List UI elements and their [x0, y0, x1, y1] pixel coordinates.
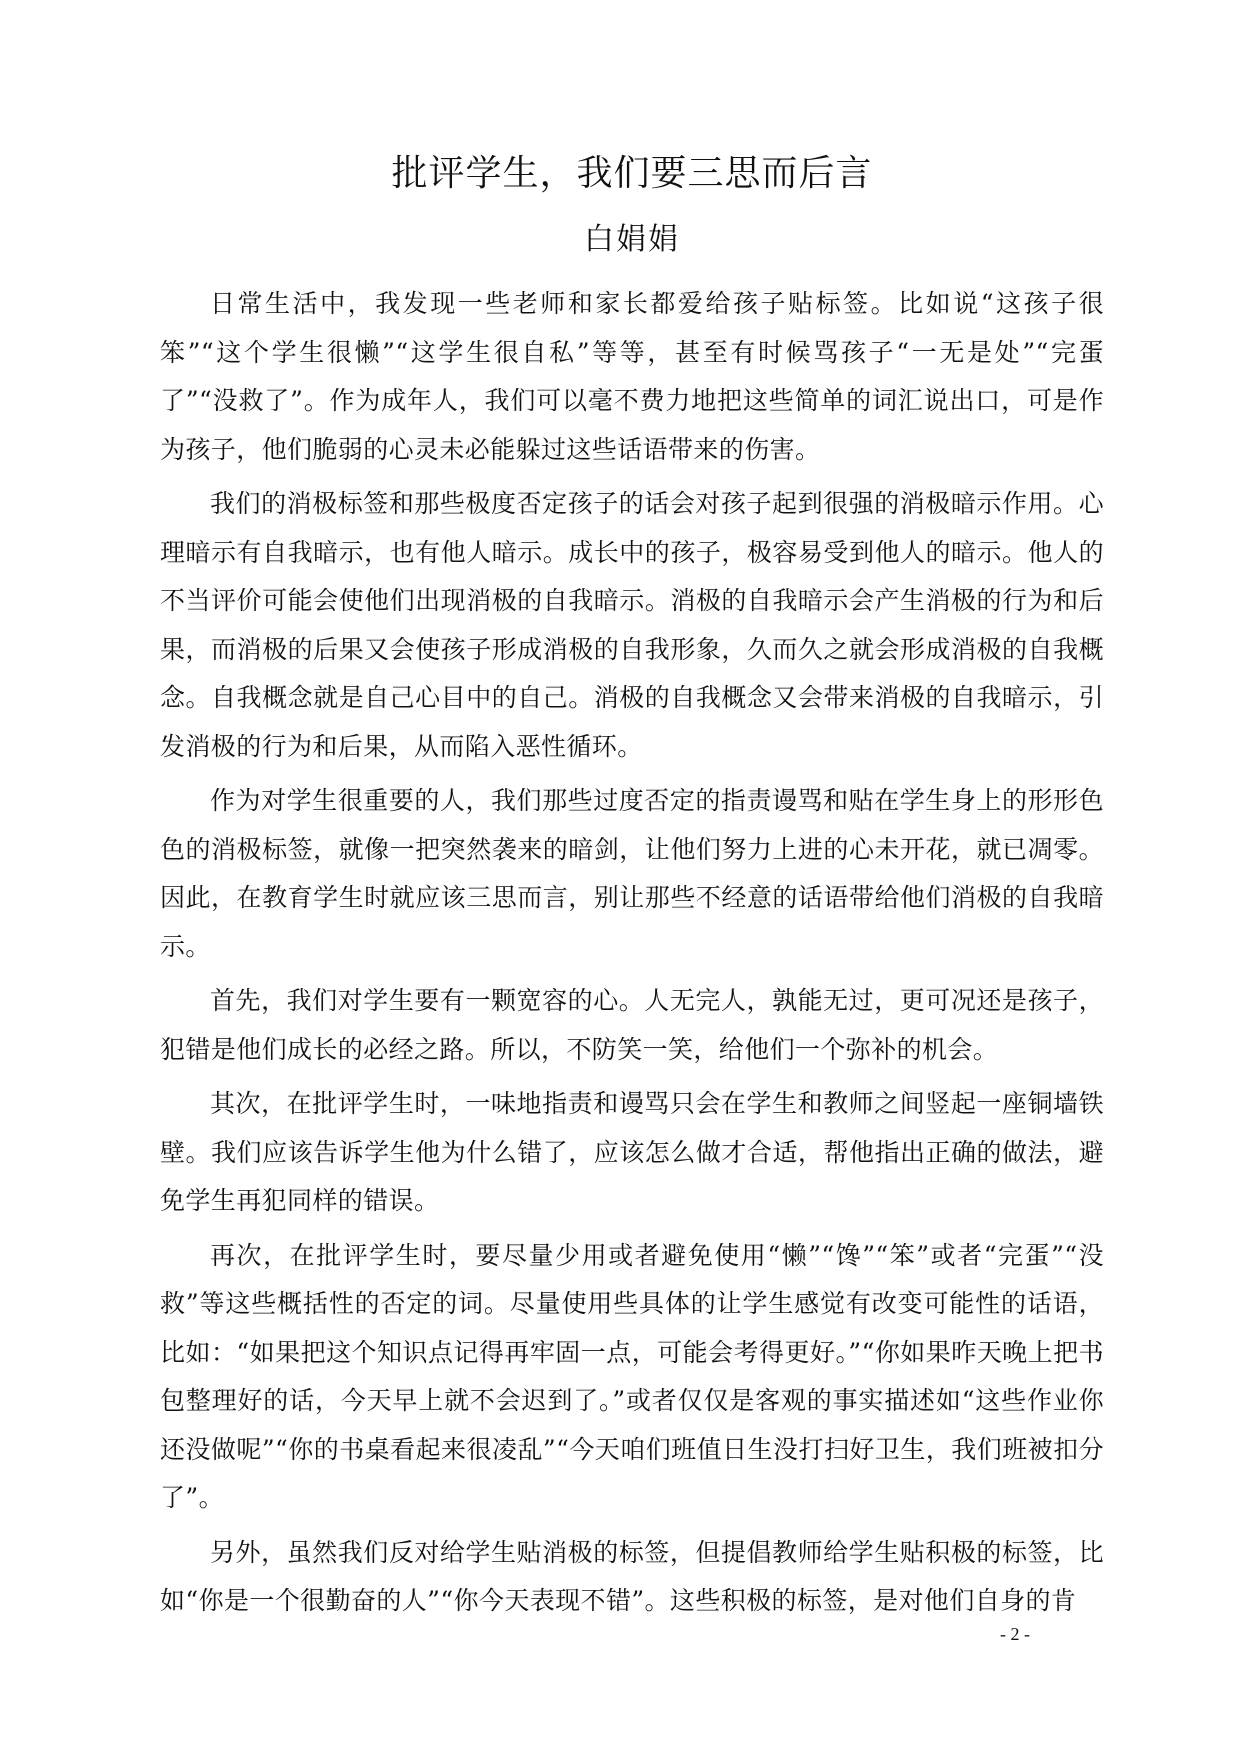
paragraph-7: 另外，虽然我们反对给学生贴消极的标签，但提倡教师给学生贴积极的标签，比如“你是一个很勤奋的人”“你今天表现不错”。这些积极的标签，是对他们自身的肯 — [160, 1537, 1104, 1615]
paragraph-5: 其次，在批评学生时，一味地指责和谩骂只会在学生和教师之间竖起一座铜墙铁壁。我们应该告诉学生他为什么错了，应该怎么做才合适，帮他指出正确的做法，避免学生再犯同样的错误。 — [160, 1089, 1104, 1215]
document-page — [160, 150, 1104, 1632]
document-body — [160, 280, 1104, 1626]
paragraph-4: 首先，我们对学生要有一颗宽容的心。人无完人，孰能无过，更可况还是孩子，犯错是他们成长的必经之路。所以，不防笑一笑，给他们一个弥补的机会。 — [160, 986, 1104, 1064]
paragraph-1: 日常生活中，我发现一些老师和家长都爱给孩子贴标签。比如说“这孩子很笨”“这个学生很懒”“这学生很自私”等等，甚至有时候骂孩子“一无是处”“完蛋了”“没救了”。作为成年人，我们可以毫不费力地把这些简单的词汇说出口，可是作为孩子，他们脆弱的心灵未必能躲过这些话语带来的伤害。 — [160, 289, 1104, 464]
paragraph-6: 再次，在批评学生时，要尽量少用或者避免使用“懒”“馋”“笨”或者“完蛋”“没救”等这些概括性的否定的词。尽量使用些具体的让学生感觉有改变可能性的话语，比如：“如果把这个知识点记得再牢固一点，可能会考得更好。”“你如果昨天晚上把书包整理好的话，今天早上就不会迟到了。”或者仅仅是客观的事实描述如“这些作业你还没做呢”“你的书桌看起来很凌乱”“今天咱们班值日生没打扫好卫生，我们班被扣分了”。 — [160, 1240, 1104, 1512]
paragraph-3: 作为对学生很重要的人，我们那些过度否定的指责谩骂和贴在学生身上的形形色色的消极标签，就像一把突然袭来的暗剑，让他们努力上进的心未开花，就已凋零。因此，在教育学生时就应该三思而言，别让那些不经意的话语带给他们消极的自我暗示。 — [160, 786, 1104, 961]
document-title: 批评学生，我们要三思而后言 — [391, 153, 873, 194]
document-author: 白娟娟 — [584, 222, 680, 257]
page-number: - 2 - — [1000, 1624, 1030, 1644]
paragraph-2: 我们的消极标签和那些极度否定孩子的话会对孩子起到很强的消极暗示作用。心理暗示有自我暗示，也有他人暗示。成长中的孩子，极容易受到他人的暗示。他人的不当评价可能会使他们出现消极的自我暗示。消极的自我暗示会产生消极的行为和后果，而消极的后果又会使孩子形成消极的自我形象，久而久之就会形成消极的自我概念。自我概念就是自己心目中的自己。消极的自我概念又会带来消极的自我暗示，引发消极的行为和后果，从而陷入恶性循环。 — [160, 489, 1104, 761]
